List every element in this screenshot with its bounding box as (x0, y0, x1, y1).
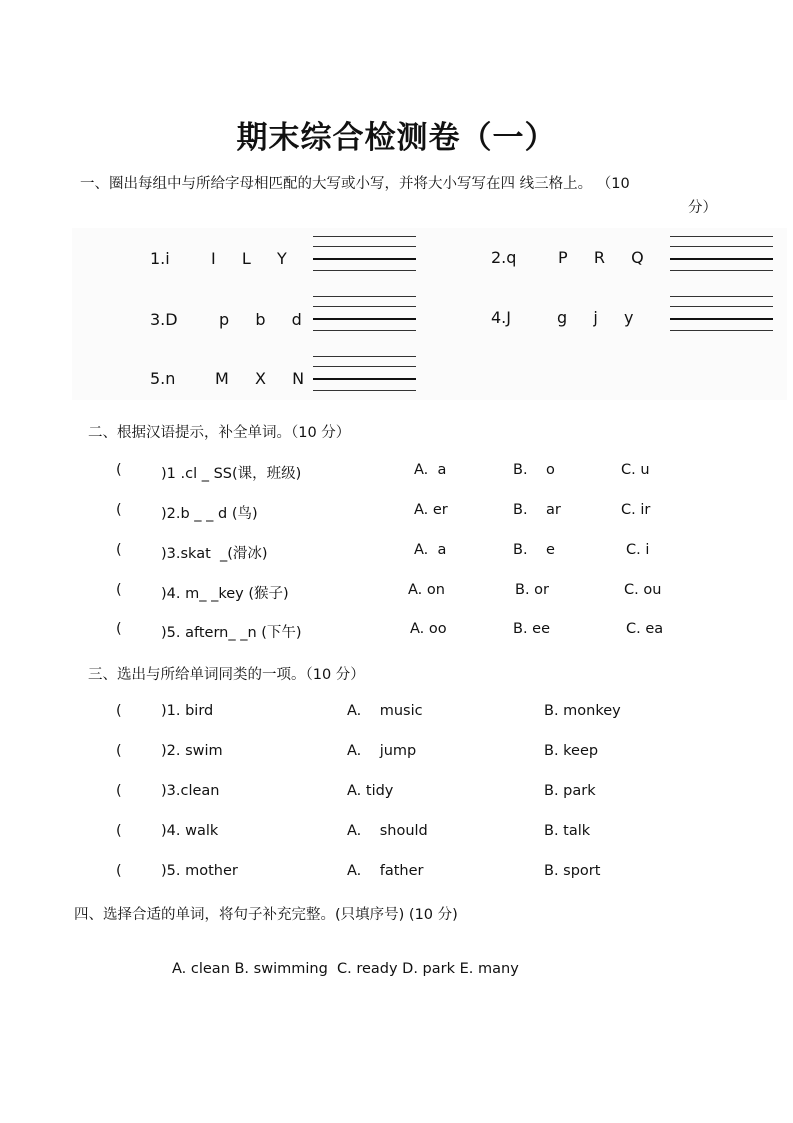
question-text: )3.clean (161, 783, 220, 799)
four-line-grid[interactable] (313, 236, 416, 272)
option-c: C. ea (626, 621, 664, 637)
option-a: A. a (414, 542, 447, 558)
option-a: A. father (347, 863, 424, 879)
question-text: )2.b _ _ d (鸟) (161, 506, 258, 522)
option-a: A. er (414, 502, 448, 518)
question-text: )4. m_ _key (猴子) (161, 586, 289, 602)
answer-paren[interactable]: ( (116, 621, 122, 637)
section4-heading: 四、选择合适的单词，将句子补充完整。(只填序号) (10 分) (74, 907, 458, 923)
option-b: B. ee (513, 621, 551, 637)
item-label: 5.n (150, 369, 176, 388)
item-label: 4.J (491, 308, 511, 327)
item-label: 3.D (150, 310, 178, 329)
option-a: A. music (347, 703, 423, 719)
item-options: p b d (219, 310, 302, 329)
answer-paren[interactable]: ( (116, 462, 122, 478)
section2-heading: 二、根据汉语提示，补全单词。（10 分） (88, 425, 351, 441)
answer-paren[interactable]: ( (116, 703, 122, 719)
four-line-grid[interactable] (670, 296, 773, 332)
answer-paren[interactable]: ( (116, 582, 122, 598)
page-title: 期末综合检测卷（一） (236, 120, 557, 156)
option-b: B. ar (513, 502, 561, 518)
four-line-grid[interactable] (313, 296, 416, 332)
option-c: C. u (621, 462, 650, 478)
option-c: C. ir (621, 502, 651, 518)
option-b: B. e (513, 542, 555, 558)
option-a: A. jump (347, 743, 417, 759)
answer-paren[interactable]: ( (116, 863, 122, 879)
option-a: A. a (414, 462, 447, 478)
option-c: C. i (626, 542, 650, 558)
question-text: )5. mother (161, 863, 238, 879)
answer-paren[interactable]: ( (116, 542, 122, 558)
question-text: )2. swim (161, 743, 223, 759)
option-b: B. park (544, 783, 596, 799)
answer-paren[interactable]: ( (116, 823, 122, 839)
answer-paren[interactable]: ( (116, 743, 122, 759)
option-a: A. tidy (347, 783, 394, 799)
option-b: B. talk (544, 823, 591, 839)
four-line-grid[interactable] (670, 236, 773, 272)
option-a: A. on (408, 582, 445, 598)
answer-paren[interactable]: ( (116, 783, 122, 799)
word-bank: A. clean B. swimming C. ready D. park E. many (172, 961, 519, 977)
option-a: A. oo (410, 621, 447, 637)
section1-heading: 一、圈出每组中与所给字母相匹配的大写或小写，并将大小写写在四 线三格上。 （10 (80, 176, 630, 192)
option-b: B. or (515, 582, 549, 598)
option-b: B. sport (544, 863, 601, 879)
item-label: 2.q (491, 248, 517, 267)
question-text: )1 .cl _ SS(课，班级) (161, 466, 302, 482)
four-line-grid[interactable] (313, 356, 416, 392)
item-options: M X N (215, 369, 305, 388)
question-text: )5. aftern_ _n (下午) (161, 625, 302, 641)
item-options: P R Q (558, 248, 644, 267)
item-options: I L Y (211, 249, 287, 268)
question-text: )4. walk (161, 823, 219, 839)
item-options: g j y (557, 308, 634, 327)
option-b: B. o (513, 462, 555, 478)
option-b: B. keep (544, 743, 599, 759)
option-b: B. monkey (544, 703, 621, 719)
option-a: A. should (347, 823, 428, 839)
section3-heading: 三、选出与所给单词同类的一项。（10 分） (88, 667, 365, 683)
question-text: )1. bird (161, 703, 214, 719)
option-c: C. ou (624, 582, 662, 598)
question-text: )3.skat _(滑冰) (161, 546, 268, 562)
section1-heading-cont: 分） (688, 200, 717, 216)
item-label: 1.i (150, 249, 170, 268)
answer-paren[interactable]: ( (116, 502, 122, 518)
